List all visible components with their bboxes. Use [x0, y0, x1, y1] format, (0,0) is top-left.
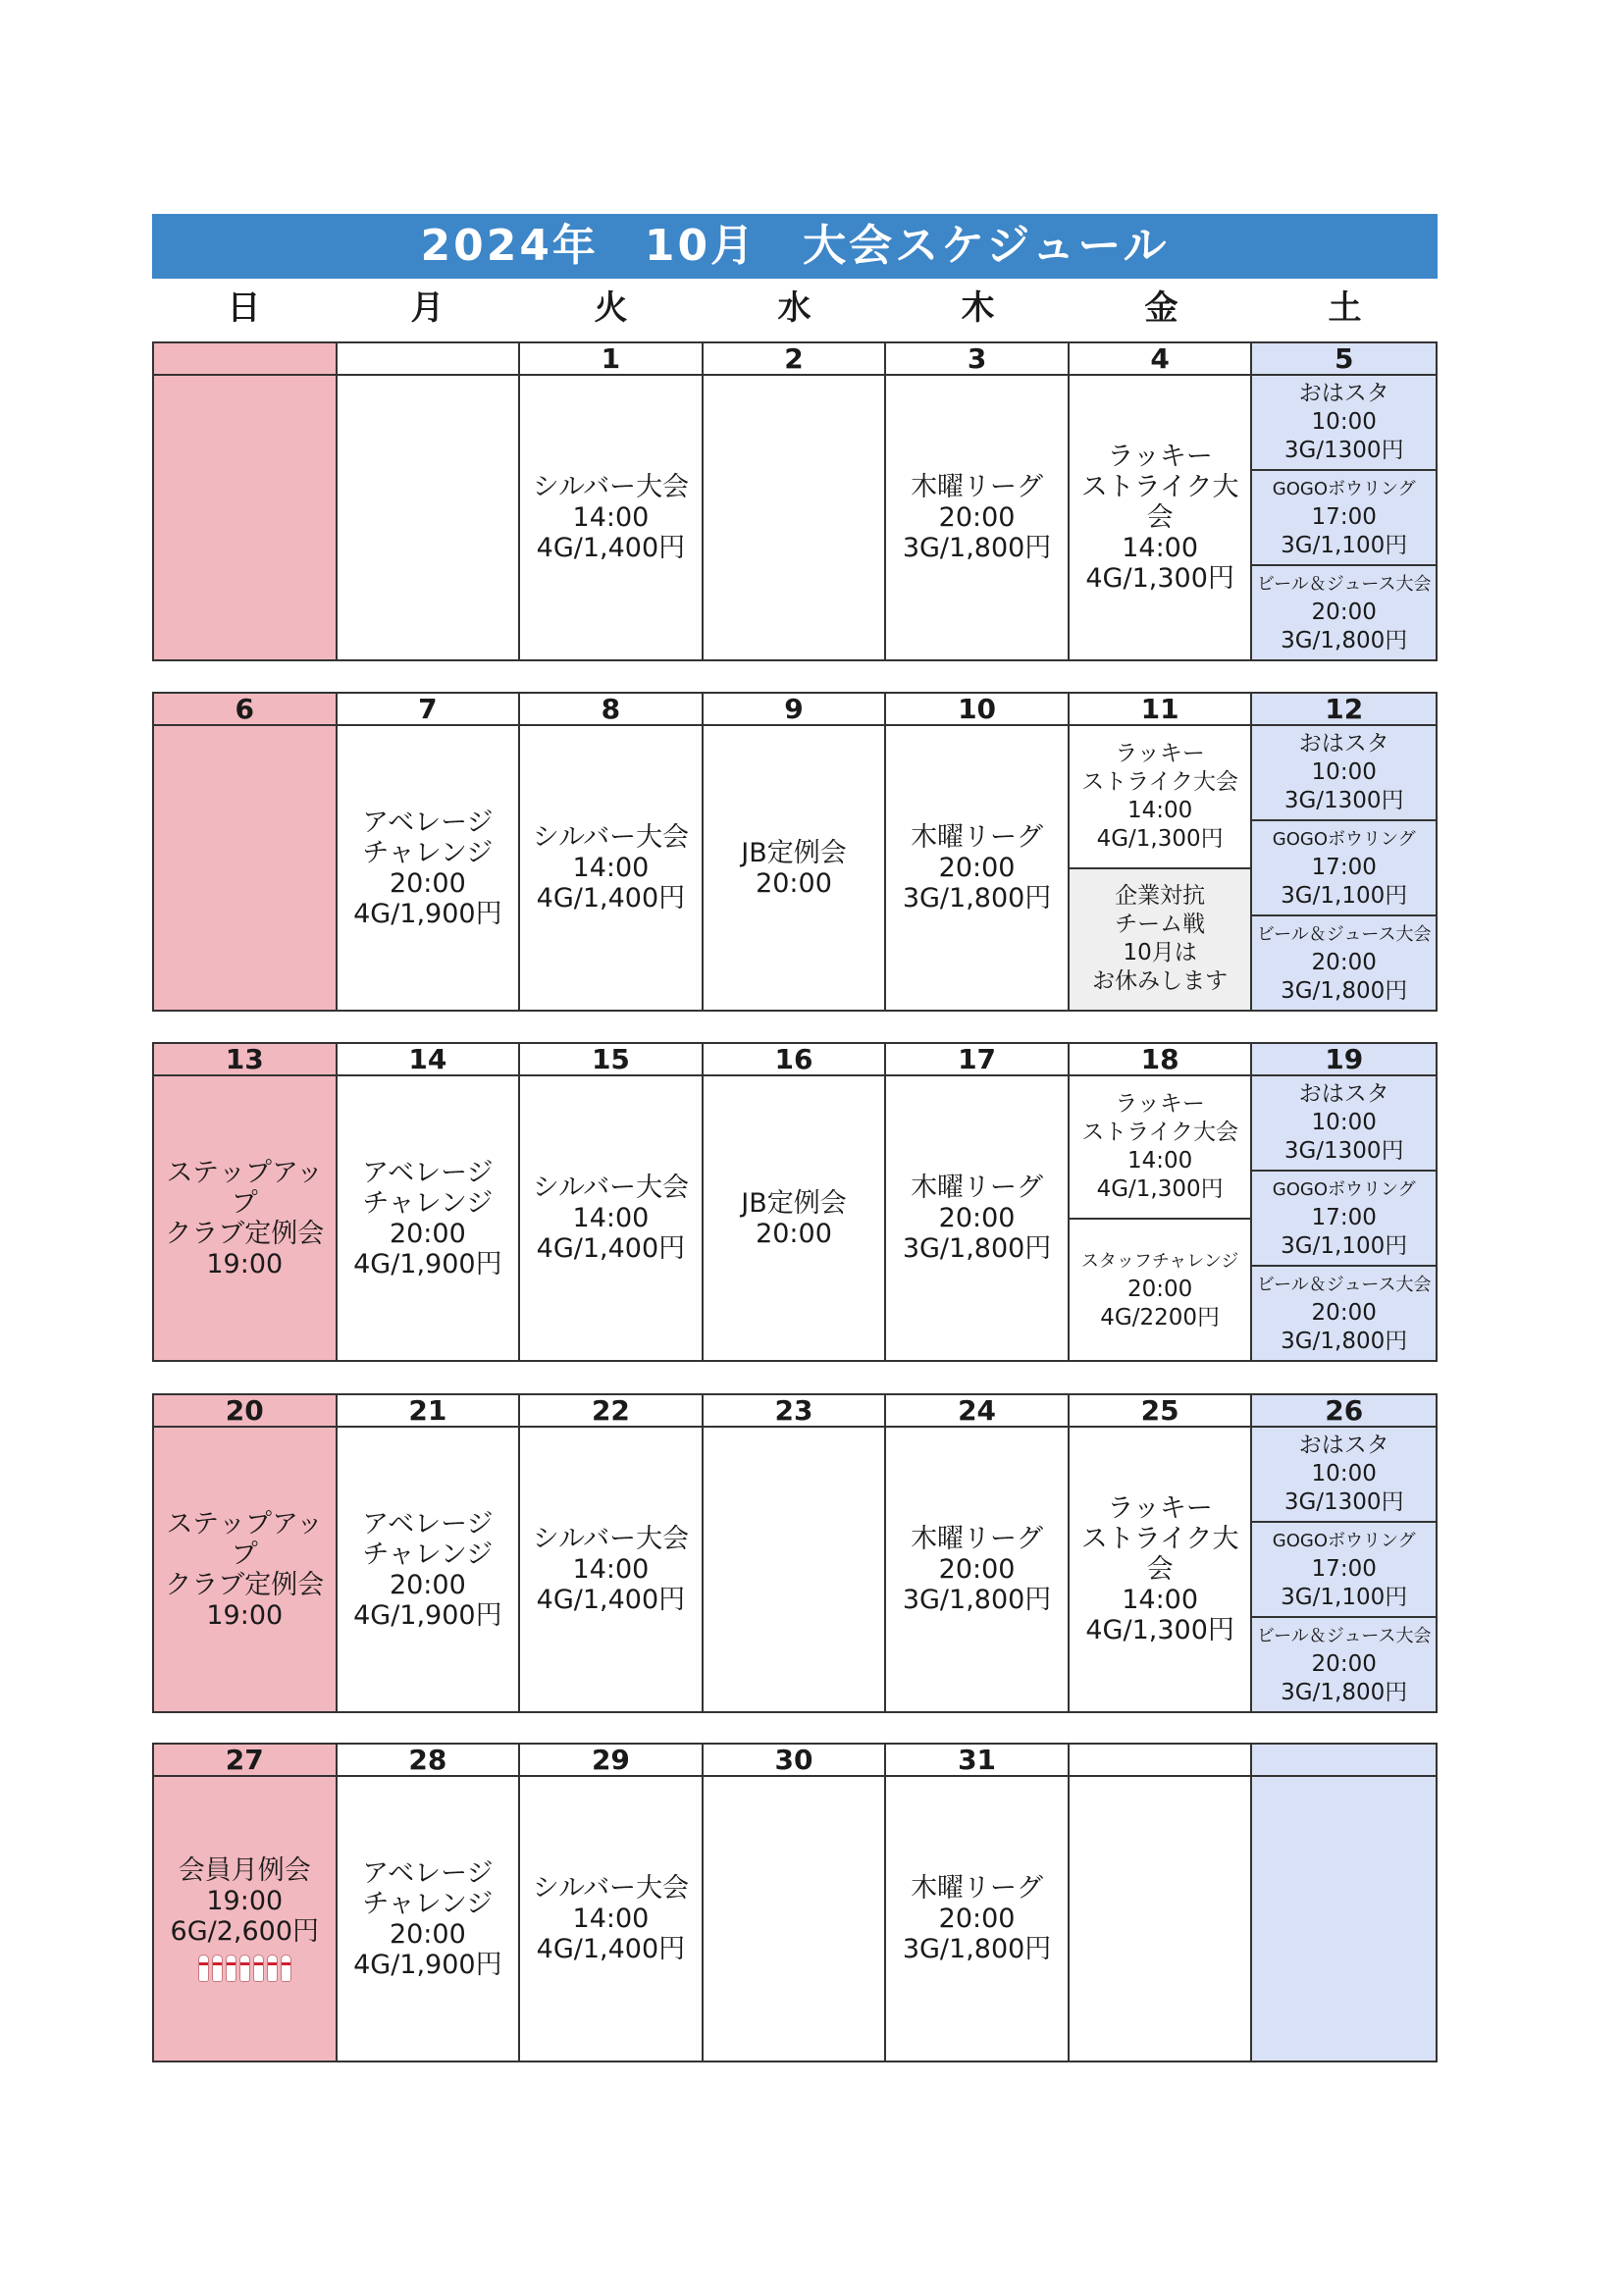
day-cell — [1252, 694, 1436, 1010]
day-number: 26 — [1252, 1395, 1436, 1428]
event-detail: 14:00 — [572, 1904, 650, 1934]
event-detail: 6G/2,600円 — [170, 1916, 320, 1947]
event-block — [154, 1076, 336, 1360]
event-block — [520, 1428, 702, 1711]
event-title: ラッキー — [1107, 1493, 1213, 1524]
event-detail: 10月は — [1123, 940, 1197, 966]
event-block — [886, 1777, 1068, 2061]
day-number: 14 — [338, 1044, 519, 1076]
bowling-pin-icon — [253, 1955, 264, 1982]
day-events — [704, 726, 885, 1010]
day-cell — [704, 694, 887, 1010]
day-number: 31 — [886, 1745, 1068, 1777]
weekday-sun: 日 — [227, 288, 261, 328]
day-cell — [154, 343, 338, 659]
day-events — [338, 1428, 519, 1711]
day-cell — [704, 1745, 887, 2061]
event-detail: 20:00 — [1311, 600, 1377, 625]
day-cell — [886, 1745, 1070, 2061]
event-block — [886, 376, 1068, 659]
event-title: ビール＆ジュース大会 — [1256, 1626, 1432, 1646]
day-cell — [520, 694, 704, 1010]
event-detail: 14:00 — [1122, 533, 1199, 563]
event-detail: 4G/1,400円 — [536, 883, 686, 913]
event-detail: 4G/2200円 — [1100, 1304, 1220, 1331]
event-detail: 3G/1,800円 — [1281, 1329, 1408, 1354]
event-title: アベレージ — [362, 1508, 494, 1539]
day-cell — [338, 694, 521, 1010]
day-events — [520, 1428, 702, 1711]
day-events — [1070, 1777, 1251, 2061]
day-cell — [154, 1395, 338, 1711]
event-detail: 14:00 — [1126, 1147, 1193, 1174]
event-detail: 14:00 — [572, 1203, 650, 1233]
event-block — [886, 726, 1068, 1010]
event-detail: 3G/1,100円 — [1281, 1233, 1408, 1259]
event-detail: 20:00 — [756, 867, 832, 899]
event-detail: 3G/1,100円 — [1281, 883, 1408, 909]
day-cell — [338, 1044, 521, 1360]
day-number: 29 — [520, 1745, 702, 1777]
event-detail: 20:00 — [756, 1218, 832, 1249]
event-detail: 3G/1,800円 — [1281, 628, 1408, 653]
event-detail: チャレンジ — [362, 1187, 494, 1219]
day-events — [886, 1777, 1068, 2061]
event-detail: 4G/1,900円 — [353, 1599, 502, 1631]
day-events — [886, 1076, 1068, 1360]
bowling-pin-icon — [198, 1955, 209, 1982]
day-events — [1252, 1076, 1436, 1360]
event-block — [338, 1076, 519, 1360]
event-title: ラッキー — [1115, 1090, 1205, 1117]
event-detail: 4G/1,300円 — [1085, 563, 1234, 594]
event-detail: 20:00 — [1126, 1276, 1193, 1302]
day-cell — [338, 1745, 521, 2061]
event-title: スタッフチャレンジ — [1080, 1250, 1239, 1272]
day-events — [1070, 726, 1251, 1010]
calendar-week — [152, 1743, 1438, 2062]
day-number: 12 — [1252, 694, 1436, 726]
day-cell — [1252, 1745, 1436, 2061]
event-block — [338, 726, 519, 1010]
event-title: 木曜リーグ — [911, 1173, 1044, 1203]
day-cell — [886, 694, 1070, 1010]
day-cell — [154, 1745, 338, 2061]
day-events — [1252, 1428, 1436, 1711]
day-number: 10 — [886, 694, 1068, 726]
event-detail: クラブ定例会 — [165, 1569, 325, 1600]
event-detail: お休みします — [1092, 968, 1229, 995]
day-cell — [520, 1745, 704, 2061]
day-events — [1252, 376, 1436, 659]
weekday-thu: 木 — [961, 288, 995, 328]
event-block — [338, 1777, 519, 2061]
event-detail: 20:00 — [938, 1203, 1016, 1233]
event-title: 企業対抗 — [1115, 883, 1206, 910]
day-events — [886, 376, 1068, 659]
event-block — [1252, 1170, 1436, 1265]
event-detail: チーム戦 — [1115, 912, 1206, 938]
day-number: 4 — [1070, 343, 1251, 376]
event-block — [520, 1777, 702, 2061]
day-cell — [338, 343, 521, 659]
event-title: GOGOボウリング — [1272, 1179, 1416, 1200]
event-block — [1070, 1076, 1251, 1218]
day-events — [1070, 376, 1251, 659]
event-title: GOGOボウリング — [1272, 829, 1416, 850]
day-cell — [1070, 343, 1253, 659]
calendar-week — [152, 1393, 1438, 1713]
day-events — [1252, 1777, 1436, 2061]
event-block — [1252, 1428, 1436, 1521]
day-events — [704, 376, 885, 659]
day-cell — [886, 1395, 1070, 1711]
event-title: 会員月例会 — [178, 1855, 311, 1886]
event-detail: 4G/1,400円 — [536, 1585, 686, 1615]
event-detail: 3G/1,100円 — [1281, 533, 1408, 558]
event-detail: 3G/1,800円 — [902, 1934, 1052, 1964]
event-block — [1252, 469, 1436, 564]
event-title: ステップアップ — [166, 1157, 324, 1219]
day-cell — [1252, 343, 1436, 659]
day-events — [154, 1777, 336, 2061]
event-block — [520, 726, 702, 1010]
day-number: 1 — [520, 343, 702, 376]
event-title: アベレージ — [362, 1157, 494, 1188]
day-number: 22 — [520, 1395, 702, 1428]
event-detail: 4G/1,900円 — [353, 1949, 502, 1980]
event-detail: 4G/1,400円 — [536, 533, 686, 563]
day-number: 13 — [154, 1044, 336, 1076]
event-detail: 14:00 — [572, 853, 650, 883]
day-events — [1070, 1428, 1251, 1711]
event-title: アベレージ — [362, 807, 494, 838]
day-events — [886, 726, 1068, 1010]
day-events — [1070, 1076, 1251, 1360]
day-cell — [886, 343, 1070, 659]
event-title: シルバー大会 — [532, 472, 690, 502]
weekday-tue: 火 — [594, 288, 628, 328]
event-title: ビール＆ジュース大会 — [1256, 1275, 1432, 1295]
event-block — [1252, 1616, 1436, 1711]
bowling-pin-icon — [226, 1955, 236, 1982]
day-cell — [1070, 1395, 1253, 1711]
day-events — [520, 1076, 702, 1360]
event-detail: 17:00 — [1311, 504, 1377, 530]
event-block — [1252, 376, 1436, 469]
bowling-pin-icon — [267, 1955, 278, 1982]
event-detail: 3G/1,800円 — [902, 533, 1052, 563]
event-title: シルバー大会 — [532, 1873, 690, 1904]
event-detail: 4G/1,300円 — [1085, 1615, 1234, 1645]
event-block — [1252, 1521, 1436, 1616]
event-title: GOGOボウリング — [1272, 1531, 1416, 1551]
event-detail: 4G/1,400円 — [536, 1233, 686, 1264]
event-block — [1252, 726, 1436, 819]
day-events — [520, 376, 702, 659]
event-detail: 3G/1,800円 — [902, 883, 1052, 913]
weekday-header — [152, 287, 1438, 330]
event-block — [1252, 819, 1436, 914]
event-detail: 4G/1,900円 — [353, 1248, 502, 1279]
event-detail: 3G/1300円 — [1283, 1489, 1404, 1515]
day-number: 2 — [704, 343, 885, 376]
day-number: 9 — [704, 694, 885, 726]
event-title: 木曜リーグ — [911, 472, 1044, 502]
day-number: 25 — [1070, 1395, 1251, 1428]
event-detail: 3G/1300円 — [1283, 438, 1404, 463]
event-detail: 3G/1,800円 — [902, 1585, 1052, 1615]
event-detail: クラブ定例会 — [165, 1218, 325, 1249]
event-detail: 14:00 — [1122, 1585, 1199, 1615]
calendar-week — [152, 1042, 1438, 1362]
event-detail: 20:00 — [938, 1554, 1016, 1585]
day-number: 5 — [1252, 343, 1436, 376]
day-cell — [704, 1044, 887, 1360]
bowling-pin-icon — [239, 1955, 250, 1982]
day-cell — [704, 1395, 887, 1711]
day-number: 30 — [704, 1745, 885, 1777]
event-detail: 20:00 — [389, 1918, 466, 1950]
day-number: 11 — [1070, 694, 1251, 726]
event-detail: 20:00 — [938, 853, 1016, 883]
day-cell — [154, 694, 338, 1010]
day-number: 19 — [1252, 1044, 1436, 1076]
event-title: おはスタ — [1298, 1081, 1389, 1107]
event-detail: 20:00 — [1311, 1300, 1377, 1326]
event-detail: 3G/1,800円 — [1281, 978, 1408, 1004]
event-detail: 10:00 — [1311, 1461, 1377, 1487]
day-events — [1252, 726, 1436, 1010]
page-title: 2024年 10月 大会スケジュール — [152, 214, 1438, 279]
event-block — [1070, 1218, 1251, 1361]
event-title: JB定例会 — [741, 837, 847, 868]
day-events — [704, 1777, 885, 2061]
event-title: 木曜リーグ — [911, 1524, 1044, 1554]
bowling-pins-icon — [198, 1955, 291, 1982]
event-block — [1070, 1428, 1251, 1711]
event-detail: 3G/1300円 — [1283, 1138, 1404, 1164]
calendar-week — [152, 341, 1438, 661]
event-title: おはスタ — [1298, 1433, 1389, 1458]
event-title: シルバー大会 — [532, 822, 690, 853]
event-block — [704, 726, 885, 1010]
bowling-pin-icon — [212, 1955, 223, 1982]
event-detail: 17:00 — [1311, 1205, 1377, 1230]
day-cell — [1070, 694, 1253, 1010]
event-detail: ストライク大会 — [1080, 472, 1239, 533]
event-detail: チャレンジ — [362, 1888, 494, 1919]
event-title: ビール＆ジュース大会 — [1256, 574, 1432, 595]
event-title: JB定例会 — [741, 1187, 847, 1219]
event-detail: 10:00 — [1311, 1110, 1377, 1135]
event-block — [1252, 1076, 1436, 1170]
calendar-week — [152, 692, 1438, 1012]
weekday-sat: 土 — [1328, 288, 1362, 328]
event-block — [520, 1076, 702, 1360]
event-block — [704, 1076, 885, 1360]
event-detail: 3G/1,100円 — [1281, 1585, 1408, 1610]
event-detail: 14:00 — [572, 502, 650, 533]
event-detail: 4G/1,300円 — [1096, 825, 1224, 852]
event-title: 木曜リーグ — [911, 822, 1044, 853]
event-detail: 17:00 — [1311, 855, 1377, 880]
day-events — [154, 376, 336, 659]
event-detail: 20:00 — [389, 1218, 466, 1249]
event-title: GOGOボウリング — [1272, 479, 1416, 499]
day-number: 17 — [886, 1044, 1068, 1076]
day-number: 24 — [886, 1395, 1068, 1428]
day-number: 3 — [886, 343, 1068, 376]
event-block — [886, 1428, 1068, 1711]
day-events — [154, 1428, 336, 1711]
day-events — [338, 376, 519, 659]
day-number: 8 — [520, 694, 702, 726]
event-block — [338, 1428, 519, 1711]
day-number: 27 — [154, 1745, 336, 1777]
day-cell — [1252, 1395, 1436, 1711]
day-events — [704, 1076, 885, 1360]
day-number: 15 — [520, 1044, 702, 1076]
day-number — [1252, 1745, 1436, 1777]
event-detail: 4G/1,300円 — [1096, 1175, 1224, 1202]
event-title: アベレージ — [362, 1857, 494, 1889]
event-detail: 17:00 — [1311, 1556, 1377, 1582]
day-number — [1070, 1745, 1251, 1777]
event-block — [886, 1076, 1068, 1360]
day-number — [338, 343, 519, 376]
event-detail: 4G/1,900円 — [353, 898, 502, 929]
event-title: シルバー大会 — [532, 1524, 690, 1554]
day-events — [154, 1076, 336, 1360]
day-events — [154, 726, 336, 1010]
event-block — [1252, 564, 1436, 659]
day-cell — [520, 1044, 704, 1360]
event-detail: 3G/1300円 — [1283, 788, 1404, 813]
event-detail: 20:00 — [1311, 950, 1377, 975]
event-block — [1252, 1265, 1436, 1360]
day-cell — [338, 1395, 521, 1711]
event-block — [154, 1777, 336, 2061]
event-title: ラッキー — [1107, 442, 1213, 472]
day-events — [886, 1428, 1068, 1711]
event-detail: 20:00 — [938, 502, 1016, 533]
event-title: ラッキー — [1115, 740, 1205, 766]
event-block — [1252, 914, 1436, 1010]
event-detail: 4G/1,400円 — [536, 1934, 686, 1964]
event-block — [1070, 867, 1251, 1011]
day-cell — [1070, 1745, 1253, 2061]
event-title: ステップアップ — [166, 1508, 324, 1570]
event-detail: チャレンジ — [362, 837, 494, 868]
event-title: シルバー大会 — [532, 1173, 690, 1203]
day-events — [704, 1428, 885, 1711]
event-block — [154, 1428, 336, 1711]
day-events — [338, 726, 519, 1010]
day-number: 18 — [1070, 1044, 1251, 1076]
event-detail: 10:00 — [1311, 409, 1377, 435]
event-detail: 20:00 — [938, 1904, 1016, 1934]
day-cell — [886, 1044, 1070, 1360]
bowling-pin-icon — [281, 1955, 291, 1982]
event-title: おはスタ — [1298, 731, 1389, 757]
event-block — [1070, 376, 1251, 659]
event-title: 木曜リーグ — [911, 1873, 1044, 1904]
day-number — [154, 343, 336, 376]
day-cell — [154, 1044, 338, 1360]
event-detail: ストライク大会 — [1081, 768, 1239, 795]
event-detail: 20:00 — [1311, 1651, 1377, 1677]
event-block — [1070, 726, 1251, 867]
day-cell — [520, 1395, 704, 1711]
day-cell — [1070, 1044, 1253, 1360]
event-detail: チャレンジ — [362, 1539, 494, 1570]
day-number: 16 — [704, 1044, 885, 1076]
event-title: ビール＆ジュース大会 — [1256, 924, 1432, 945]
event-detail: 14:00 — [572, 1554, 650, 1585]
event-detail: 19:00 — [206, 1248, 284, 1279]
weekday-fri: 金 — [1144, 288, 1178, 328]
day-cell — [704, 343, 887, 659]
day-cell — [1252, 1044, 1436, 1360]
event-detail: 20:00 — [389, 867, 466, 899]
event-detail: 14:00 — [1126, 797, 1193, 823]
day-number: 7 — [338, 694, 519, 726]
day-events — [338, 1076, 519, 1360]
event-block — [520, 376, 702, 659]
event-detail: 20:00 — [389, 1569, 466, 1600]
weekday-mon: 月 — [410, 288, 445, 328]
day-number: 6 — [154, 694, 336, 726]
day-events — [520, 726, 702, 1010]
day-events — [338, 1777, 519, 2061]
day-events — [520, 1777, 702, 2061]
event-detail: 3G/1,800円 — [902, 1233, 1052, 1264]
event-title: おはスタ — [1298, 381, 1389, 406]
event-detail: 3G/1,800円 — [1281, 1680, 1408, 1705]
event-detail: 10:00 — [1311, 759, 1377, 785]
event-detail: ストライク大会 — [1081, 1119, 1239, 1145]
day-number: 21 — [338, 1395, 519, 1428]
day-number: 20 — [154, 1395, 336, 1428]
day-number: 28 — [338, 1745, 519, 1777]
event-detail: 19:00 — [206, 1599, 284, 1631]
weekday-wed: 水 — [777, 288, 812, 328]
day-number: 23 — [704, 1395, 885, 1428]
event-detail: ストライク大会 — [1080, 1524, 1239, 1585]
day-cell — [520, 343, 704, 659]
event-detail: 19:00 — [206, 1886, 284, 1916]
